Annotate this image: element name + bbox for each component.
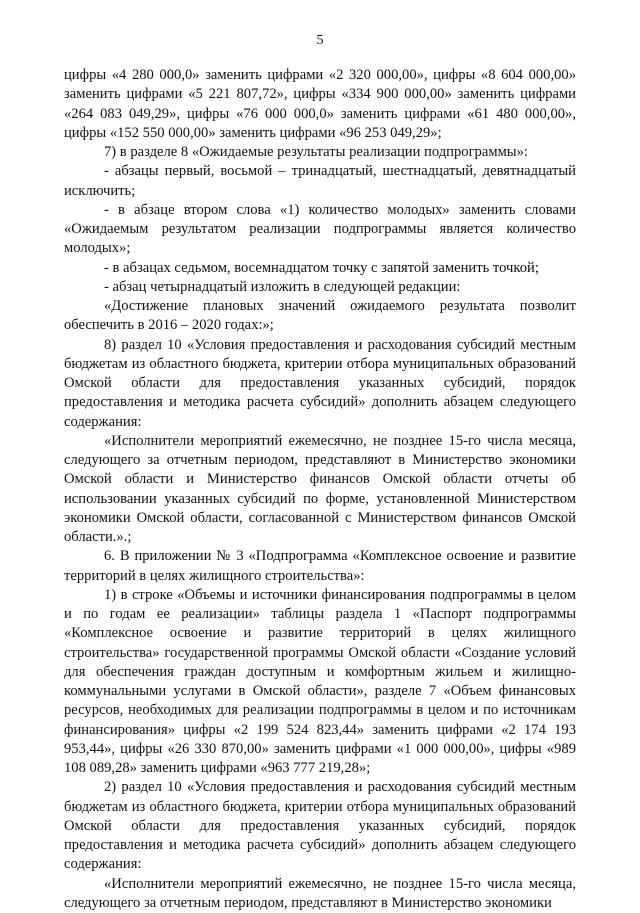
page-number: 5 <box>0 32 640 50</box>
paragraph: 6. В приложении № 3 «Подпрограмма «Комплексное освоение и развитие территорий в целях жилищного строительства»: <box>64 547 576 586</box>
paragraph: - в абзацах седьмом, восемнадцатом точку с запятой заменить точкой; <box>64 259 576 278</box>
paragraph: цифры «4 280 000,0» заменить цифрами «2 320 000,00», цифры «8 604 000,00» заменить цифрами «5 221 807,72», цифры «334 900 000,00» заменить цифрами «264 083 049,29», цифры «76 000 000,0» заменить цифрами «61 480 000,00», цифры «152 550 000,00» заменить цифрами «96 253 049,29»; <box>64 66 576 143</box>
paragraph: - в абзаце втором слова «1) количество молодых» заменить словами «Ожидаемым результатом реализации подпрограммы является количество молодых»; <box>64 201 576 259</box>
paragraph: 1) в строке «Объемы и источники финансирования подпрограммы в целом и по годам ее реализации» таблицы раздела 1 «Паспорт подпрограммы «Комплексное освоение и развитие территорий в целях жилищного строительства» государственной программы Омской области «Создание условий для обеспечения граждан доступным и комфортным жильем и жилищно-коммунальными услугами в Омской области», разделе 7 «Объем финансовых ресурсов, необходимых для реализации подпрограммы в целом и по источникам финансирования» цифры «2 199 524 823,44» заменить цифрами «2 174 193 953,44», цифры «26 330 870,00» заменить цифрами «1 000 000,00», цифры «989 108 089,28» заменить цифрами «963 777 219,28»; <box>64 586 576 779</box>
paragraph: - абзац четырнадцатый изложить в следующей редакции: <box>64 278 576 297</box>
paragraph: «Исполнители мероприятий ежемесячно, не позднее 15-го числа месяца, следующего за отчетным периодом, представляют в Министерство экономики Омской области и Министерство финансов Омской области отчеты об использовании указанных субсидий по форме, установленной Министерством экономики Омской области, согласованной с Министерством финансов Омской области.».; <box>64 432 576 548</box>
paragraph: - абзацы первый, восьмой – тринадцатый, шестнадцатый, девятнадцатый исключить; <box>64 162 576 201</box>
paragraph: 7) в разделе 8 «Ожидаемые результаты реализации подпрограммы»: <box>64 143 576 162</box>
paragraph: «Достижение плановых значений ожидаемого результата позволит обеспечить в 2016 – 2020 годах:»; <box>64 297 576 336</box>
paragraph: «Исполнители мероприятий ежемесячно, не позднее 15-го числа месяца, следующего за отчетным периодом, представляют в Министерство экономики <box>64 875 576 913</box>
paragraph: 2) раздел 10 «Условия предоставления и расходования субсидий местным бюджетам из областного бюджета, критерии отбора муниципальных образований Омской области для предоставления указанных субсидий, порядок предоставления и методика расчета субсидий» дополнить абзацем следующего содержания: <box>64 778 576 874</box>
paragraph: 8) раздел 10 «Условия предоставления и расходования субсидий местным бюджетам из областного бюджета, критерии отбора муниципальных образований Омской области для предоставления указанных субсидий, порядок предоставления и методика расчета субсидий» дополнить абзацем следующего содержания: <box>64 336 576 432</box>
document-body <box>64 66 576 913</box>
